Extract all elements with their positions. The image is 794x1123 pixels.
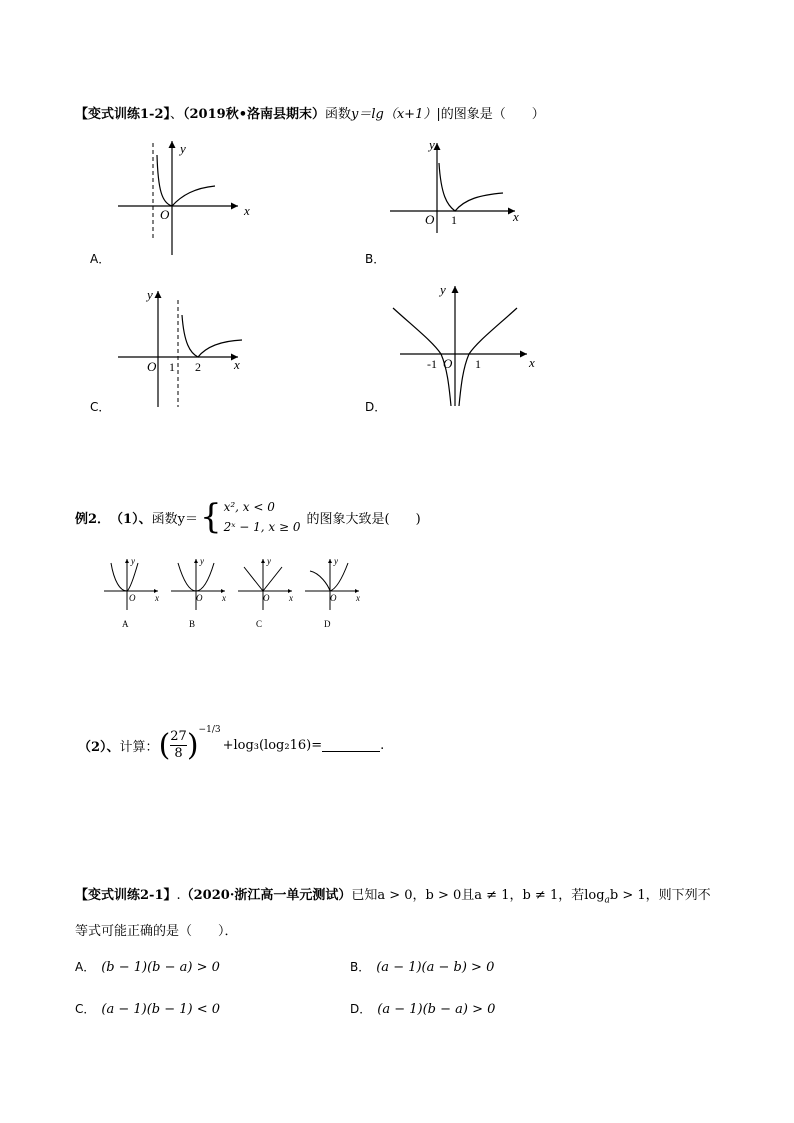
q1-stem-b: 的图象是（ ） xyxy=(440,107,545,122)
paren-right: ) xyxy=(186,728,199,763)
mini-o: O xyxy=(196,593,203,603)
q2-option-c[interactable] xyxy=(75,1000,220,1017)
ex2-log-expr: +log₃(log₂16)= xyxy=(222,738,323,753)
y-label: y xyxy=(440,282,446,297)
mini-y: y xyxy=(131,556,135,566)
ex2-part2 xyxy=(78,724,385,763)
q2-stem-a: 已知a > 0，b > 0且a ≠ 1，b ≠ 1，若log xyxy=(351,888,605,903)
tick-2: 2 xyxy=(195,360,201,374)
option-c[interactable]: C． xyxy=(90,400,111,414)
mini-o: O xyxy=(129,593,136,603)
option-b[interactable]: B． xyxy=(365,252,386,266)
mini-label-d[interactable]: D xyxy=(324,619,331,629)
ex2-stem xyxy=(75,497,421,537)
mini-label-a[interactable]: A xyxy=(122,619,129,629)
case-2: 2ˣ − 1, x ≥ 0 xyxy=(223,520,301,534)
mini-graph-b xyxy=(171,556,226,629)
answer-blank[interactable] xyxy=(322,739,380,752)
q1-tag: 【变式训练1-2】 xyxy=(75,107,170,122)
q1-function: y＝lg（x+1）| xyxy=(351,107,441,122)
tick-1: 1 xyxy=(475,357,481,371)
mini-o: O xyxy=(263,593,270,603)
origin-label: O xyxy=(443,356,453,371)
option-d[interactable]: D． xyxy=(365,400,387,414)
frac-den: 8 xyxy=(174,746,183,761)
q2-option-b-label: B． xyxy=(350,960,371,974)
mini-o: O xyxy=(330,593,337,603)
q2-option-c-label: C． xyxy=(75,1002,96,1016)
ex2-part2-label: （2）、 xyxy=(78,740,120,755)
mini-graph-c xyxy=(238,556,293,629)
q2-option-d-label: D． xyxy=(350,1002,372,1016)
tick-1: 1 xyxy=(451,213,457,227)
q2-tag: 【变式训练2-1】 xyxy=(75,888,177,903)
q2-stem-line1 xyxy=(75,884,711,906)
q1-source: （2019秋•洛南县期末） xyxy=(183,107,326,122)
q2-source: （2020·浙江高一单元测试） xyxy=(180,888,352,903)
q2-stem-b: b > 1，则下列不 xyxy=(609,888,711,903)
exponent: −1/3 xyxy=(198,724,221,735)
ex2-label: 例2． xyxy=(75,511,111,527)
origin-label: O xyxy=(147,359,157,374)
mini-graph-a xyxy=(104,556,159,629)
piecewise-cases xyxy=(224,497,301,537)
q2-option-c-expr: (a − 1)(b − 1) < 0 xyxy=(101,1002,221,1017)
mini-graph-d xyxy=(305,556,360,629)
x-label: x xyxy=(513,209,519,224)
ex2-mini-graphs xyxy=(100,555,380,635)
case-1: x², x < 0 xyxy=(223,500,275,514)
q2-option-b-expr: (a − 1)(a − b) > 0 xyxy=(376,960,495,975)
mini-label-b[interactable]: B xyxy=(189,619,196,629)
x-label: x xyxy=(529,355,535,370)
q1-sep: 、 xyxy=(170,107,184,122)
paren-left: ( xyxy=(158,728,171,763)
mini-x: x xyxy=(356,593,360,603)
origin-label: O xyxy=(425,212,435,227)
curve xyxy=(182,315,242,357)
mini-x: x xyxy=(289,593,293,603)
cases-brace: { xyxy=(199,497,222,537)
tick-1: 1 xyxy=(169,360,175,374)
q1-graph-d xyxy=(385,280,545,410)
q2-option-a-label: A． xyxy=(75,960,96,974)
y-label: y xyxy=(147,287,153,302)
mini-y: y xyxy=(334,556,338,566)
q1-graph-a xyxy=(110,135,260,255)
q2-option-a-expr: (b − 1)(b − a) > 0 xyxy=(101,960,220,975)
ex2-part1: （1）、 xyxy=(110,511,152,527)
q2-option-d-expr: (a − 1)(b − a) > 0 xyxy=(377,1002,496,1017)
fraction-27-8 xyxy=(170,729,187,762)
q1-graph-c xyxy=(110,285,260,410)
ex2-end: . xyxy=(380,738,385,753)
origin-label: O xyxy=(160,207,170,222)
q2-option-b[interactable] xyxy=(350,958,494,975)
q2-option-d[interactable] xyxy=(350,1000,495,1017)
ex2-stem-a: 函数y＝ xyxy=(151,511,198,527)
curve xyxy=(157,155,215,206)
ex2-stem-b: 的图象大致是( ) xyxy=(306,511,421,527)
x-label: x xyxy=(234,357,240,372)
y-label: y xyxy=(429,137,435,152)
y-label: y xyxy=(180,141,186,156)
q2-log-base: a xyxy=(604,895,610,906)
frac-num: 27 xyxy=(170,729,187,744)
q1-graph-b xyxy=(385,135,535,235)
option-a[interactable]: A． xyxy=(90,252,111,266)
q2-sep: . xyxy=(176,888,181,903)
q2-stem-c: 等式可能正确的是（ ）． xyxy=(75,924,238,939)
curve xyxy=(439,163,503,211)
x-label: x xyxy=(244,203,250,218)
mini-y: y xyxy=(267,556,271,566)
tick-neg-1: -1 xyxy=(427,357,437,371)
mini-y: y xyxy=(200,556,204,566)
curve-right xyxy=(459,308,517,406)
q1-stem xyxy=(75,103,545,122)
mini-x: x xyxy=(222,593,226,603)
q2-option-a[interactable] xyxy=(75,958,220,975)
ex2-calc: 计算： xyxy=(119,740,159,755)
mini-label-c[interactable]: C xyxy=(256,619,263,629)
mini-x: x xyxy=(155,593,159,603)
q1-stem-a: 函数 xyxy=(325,107,352,122)
